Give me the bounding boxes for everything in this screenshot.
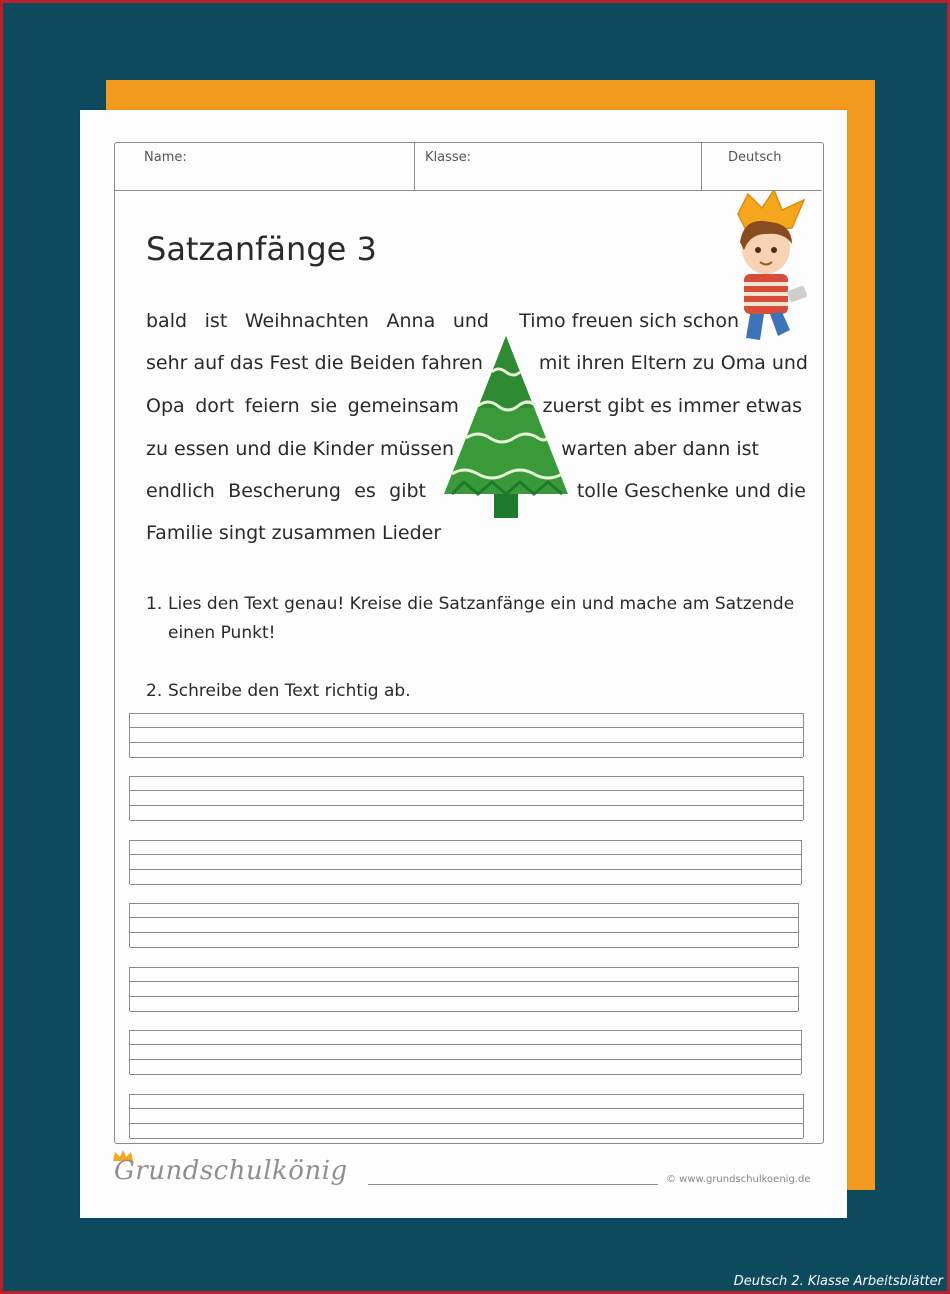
task-1-text-continued: einen Punkt! [168, 623, 276, 643]
task-1 [146, 590, 794, 648]
subject-label: Deutsch [728, 150, 782, 165]
footer-divider [368, 1184, 658, 1185]
writing-lines[interactable] [129, 1094, 804, 1138]
text-line-6-left: Familie singt zusammen Lieder [146, 522, 442, 544]
task-1-text: Lies den Text genau! Kreise die Satzanfänge ein und mache am Satzende [168, 594, 795, 614]
word: bald [146, 310, 188, 332]
text-line-1 [146, 310, 739, 332]
text-line-5-right: tolle Geschenke und die [576, 480, 806, 502]
task-2-text: Schreibe den Text richtig ab. [168, 681, 411, 701]
word: Weihnachten [244, 310, 369, 332]
writing-lines[interactable] [129, 1030, 802, 1074]
word: Anna [386, 310, 436, 332]
text-line-3-right: zuerst gibt es immer etwas [542, 395, 802, 417]
image-caption: Deutsch 2. Klasse Arbeitsblätter [733, 1274, 943, 1289]
word: es [354, 480, 376, 502]
writing-lines[interactable] [129, 713, 804, 757]
word: Opa [146, 395, 185, 417]
text-line-2-left: sehr auf das Fest die Beiden fahren [146, 352, 483, 374]
word: ist [204, 310, 228, 332]
brand-logo-text: Grundschulkönig [114, 1156, 348, 1186]
text-line-4-right: warten aber dann ist [561, 438, 759, 460]
subject-cell [702, 142, 822, 190]
writing-lines[interactable] [129, 903, 799, 947]
header-row [114, 142, 822, 191]
word: sie [310, 395, 338, 417]
tree-illustration [438, 332, 574, 522]
copyright-text: © www.grundschulkoenig.de [666, 1174, 811, 1185]
word: und [452, 310, 489, 332]
writing-lines[interactable] [129, 967, 799, 1011]
task-1-number: 1. [146, 594, 163, 614]
text-line-4-left: zu essen und die Kinder müssen [146, 438, 455, 460]
name-field[interactable] [114, 142, 415, 190]
word: gibt [389, 480, 426, 502]
task-2-number: 2. [146, 681, 163, 701]
text-line-1-right: Timo freuen sich schon [519, 310, 739, 332]
writing-lines[interactable] [129, 840, 802, 884]
class-field[interactable] [415, 142, 702, 190]
class-label: Klasse: [425, 150, 472, 165]
word: Bescherung [228, 480, 341, 502]
worksheet-title: Satzanfänge 3 [146, 230, 377, 268]
word: gemeinsam [347, 395, 459, 417]
word: dort [195, 395, 235, 417]
text-line-6 [146, 522, 441, 544]
word: feiern [244, 395, 300, 417]
task-2 [146, 677, 411, 706]
word: endlich [146, 480, 215, 502]
writing-lines[interactable] [129, 776, 804, 820]
worksheet-page [80, 110, 847, 1218]
text-line-2-right: mit ihren Eltern zu Oma und [538, 352, 808, 374]
name-label: Name: [144, 150, 187, 165]
